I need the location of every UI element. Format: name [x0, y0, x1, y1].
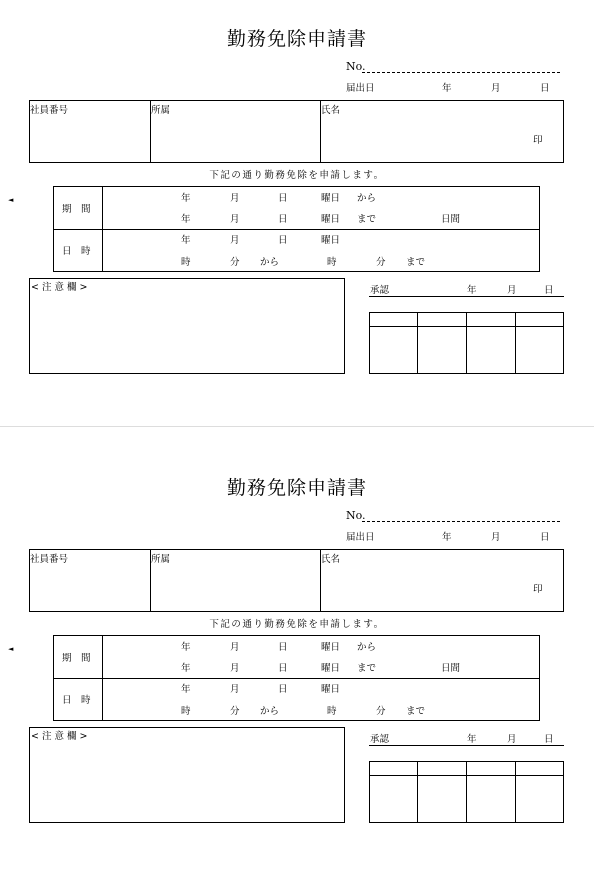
datetime-minute-end: 分 [376, 706, 386, 717]
period-label: 期 間 [62, 653, 91, 664]
datetime-from: から [260, 706, 280, 717]
datetime-weekday: 曜日 [321, 235, 341, 246]
approval-year: 年 [467, 285, 477, 296]
name-label: 氏名 [321, 105, 341, 116]
table-row-divider [53, 678, 540, 679]
approval-grid-col-2 [466, 312, 467, 374]
datetime-until: まで [406, 706, 426, 717]
period-from: から [357, 642, 377, 653]
intro-text: 下記の通り勤務免除を申請します。 [209, 619, 385, 630]
datetime-year: 年 [181, 235, 191, 246]
period-start-day: 日 [278, 193, 288, 204]
form-number-label: No. [346, 509, 366, 522]
datetime-minute-start: 分 [230, 706, 240, 717]
datetime-month: 月 [230, 235, 240, 246]
datetime-minute-end: 分 [376, 257, 386, 268]
datetime-day: 日 [278, 235, 288, 246]
form-title: 勤務免除申請書 [226, 28, 367, 50]
datetime-year: 年 [181, 684, 191, 695]
period-label: 期 間 [62, 204, 91, 215]
datetime-hour-end: 時 [327, 257, 337, 268]
filing-year-label: 年 [442, 83, 452, 94]
filing-date-label: 届出日 [346, 83, 375, 94]
filing-year-label: 年 [442, 532, 452, 543]
left-pointer-icon: ◄ [8, 645, 14, 653]
intro-text: 下記の通り勤務免除を申請します。 [209, 170, 385, 181]
datetime-hour-start: 時 [181, 706, 191, 717]
datetime-label: 日 時 [62, 246, 91, 257]
employee-info-box [29, 549, 564, 612]
form-number-line [362, 521, 560, 522]
period-end-day: 日 [278, 663, 288, 674]
period-days: 日間 [441, 663, 461, 674]
approval-underline [369, 745, 564, 746]
period-end-year: 年 [181, 663, 191, 674]
approval-month: 月 [507, 734, 517, 745]
period-until: まで [357, 214, 377, 225]
datetime-minute-start: 分 [230, 257, 240, 268]
form-number-label: No. [346, 60, 366, 73]
period-end-weekday: 曜日 [321, 663, 341, 674]
datetime-day: 日 [278, 684, 288, 695]
period-start-year: 年 [181, 642, 191, 653]
left-pointer-icon: ◄ [8, 196, 14, 204]
approval-day: 日 [544, 285, 554, 296]
period-start-day: 日 [278, 642, 288, 653]
approval-underline [369, 296, 564, 297]
period-end-month: 月 [230, 214, 240, 225]
name-label: 氏名 [321, 554, 341, 565]
approval-grid-col-1 [417, 761, 418, 823]
approval-month: 月 [507, 285, 517, 296]
seal-label: 印 [533, 584, 543, 595]
approval-label: 承認 [370, 734, 390, 745]
leave-form-top [0, 0, 594, 420]
period-start-weekday: 曜日 [321, 642, 341, 653]
datetime-weekday: 曜日 [321, 684, 341, 695]
notes-label: < 注 意 欄 > [31, 282, 88, 293]
employee-info-box [29, 100, 564, 163]
period-until: まで [357, 663, 377, 674]
datetime-hour-start: 時 [181, 257, 191, 268]
approval-day: 日 [544, 734, 554, 745]
approval-label: 承認 [370, 285, 390, 296]
table-row-divider [53, 229, 540, 230]
period-end-month: 月 [230, 663, 240, 674]
period-start-weekday: 曜日 [321, 193, 341, 204]
datetime-from: から [260, 257, 280, 268]
approval-grid-col-2 [466, 761, 467, 823]
approval-grid-col-3 [515, 761, 516, 823]
filing-month-label: 月 [491, 532, 501, 543]
period-start-year: 年 [181, 193, 191, 204]
period-end-year: 年 [181, 214, 191, 225]
department-label: 所属 [151, 554, 171, 565]
datetime-until: まで [406, 257, 426, 268]
filing-date-label: 届出日 [346, 532, 375, 543]
notes-label: < 注 意 欄 > [31, 731, 88, 742]
approval-year: 年 [467, 734, 477, 745]
approval-grid-col-1 [417, 312, 418, 374]
period-start-month: 月 [230, 642, 240, 653]
filing-day-label: 日 [540, 83, 550, 94]
filing-day-label: 日 [540, 532, 550, 543]
form-title: 勤務免除申請書 [226, 477, 367, 499]
period-start-month: 月 [230, 193, 240, 204]
approval-grid-col-3 [515, 312, 516, 374]
seal-label: 印 [533, 135, 543, 146]
employee-number-label: 社員番号 [30, 105, 69, 116]
period-from: から [357, 193, 377, 204]
period-days: 日間 [441, 214, 461, 225]
filing-month-label: 月 [491, 83, 501, 94]
datetime-hour-end: 時 [327, 706, 337, 717]
leave-form-bottom [0, 449, 594, 869]
page-separator [0, 426, 594, 427]
form-number-line [362, 72, 560, 73]
datetime-label: 日 時 [62, 695, 91, 706]
employee-number-label: 社員番号 [30, 554, 69, 565]
datetime-month: 月 [230, 684, 240, 695]
period-end-day: 日 [278, 214, 288, 225]
period-end-weekday: 曜日 [321, 214, 341, 225]
department-label: 所属 [151, 105, 171, 116]
